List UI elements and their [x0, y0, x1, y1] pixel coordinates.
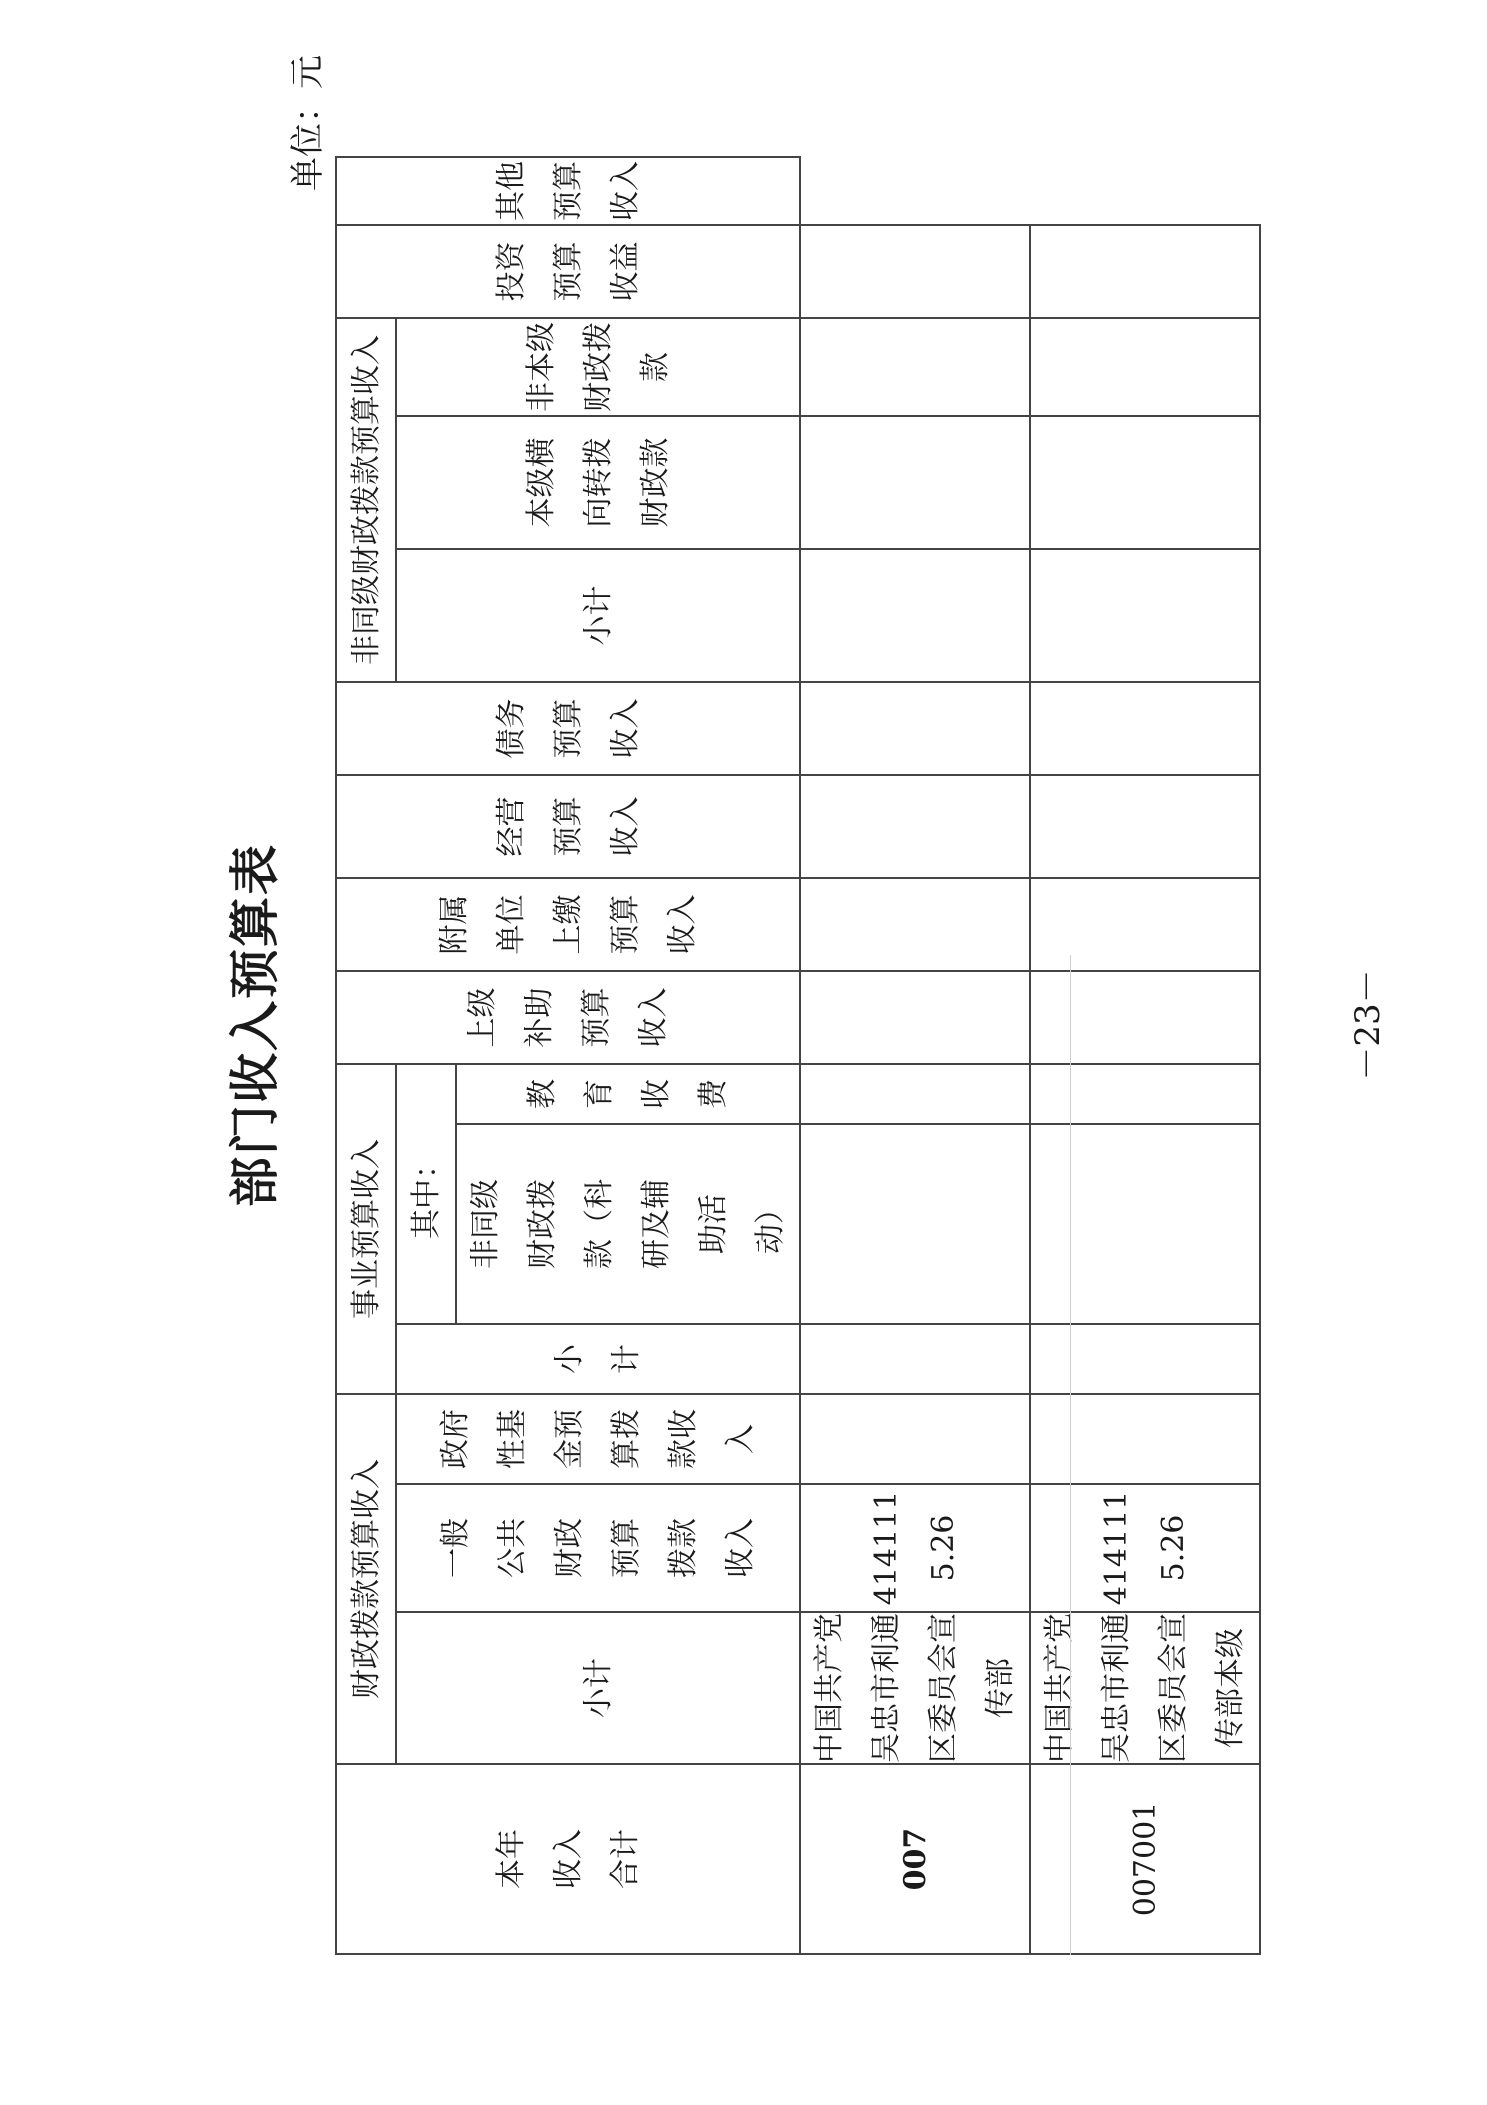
header-business-subtotal: 小计 — [396, 1324, 800, 1394]
row-fiscal-subtotal: 4141115.26 — [800, 1484, 1030, 1612]
table-cell — [1030, 1324, 1260, 1394]
table-cell — [1030, 1064, 1260, 1124]
income-budget-table — [335, 156, 1261, 1955]
table-cell — [1030, 549, 1260, 682]
divider-line — [1070, 955, 1071, 1955]
table-cell — [1030, 225, 1260, 318]
table-cell — [800, 549, 1030, 682]
header-affiliated: 附属单位上缴预算收入 — [336, 878, 800, 971]
row-fiscal-subtotal: 4141115.26 — [1030, 1484, 1260, 1612]
page-number: －23－ — [1348, 969, 1388, 1081]
header-non-same-level: 非同级财政拨款（科研及辅助活动） — [456, 1124, 800, 1324]
row-code: 007 — [800, 1764, 1030, 1954]
row-code: 007001 — [1030, 1764, 1260, 1954]
header-fiscal-group: 财政拨款预算收入 — [336, 1394, 396, 1764]
header-business-group: 事业预算收入 — [336, 1064, 396, 1394]
table-cell — [1030, 682, 1260, 775]
row-name: 中国共产党吴忠市利通区委员会宣传部 — [800, 1612, 1030, 1764]
header-debt: 债务预算收入 — [336, 682, 800, 775]
header-fiscal-subtotal: 小计 — [396, 1612, 800, 1764]
header-government-fund: 政府性基金预算拨款收入 — [396, 1394, 800, 1484]
header-nonfiscal-group: 非同级财政拨款预算收入 — [336, 318, 396, 682]
header-other: 其他预算收入 — [336, 157, 800, 225]
table-cell — [1030, 878, 1260, 971]
header-general-public: 一般公共财政预算拨款收入 — [396, 1484, 800, 1612]
header-superior-subsidy: 上级补助预算收入 — [336, 971, 800, 1064]
header-nonfiscal-subtotal: 小计 — [396, 549, 800, 682]
table-row — [800, 157, 1030, 1954]
header-non-local: 非本级财政拨款 — [396, 318, 800, 416]
header-operating: 经营预算收入 — [336, 775, 800, 878]
table-cell — [1030, 416, 1260, 549]
table-cell — [800, 682, 1030, 775]
table-cell — [1030, 775, 1260, 878]
header-investment: 投资预算收益 — [336, 225, 800, 318]
table-cell — [800, 1324, 1030, 1394]
table-cell — [1030, 1124, 1260, 1324]
table-cell — [800, 971, 1030, 1064]
header-among: 其中： — [396, 1064, 456, 1324]
table-cell — [1030, 971, 1260, 1064]
row-name: 中国共产党吴忠市利通区委员会宣传部本级 — [1030, 1612, 1260, 1764]
header-total: 本年收入合计 — [336, 1764, 800, 1954]
table-cell — [1030, 318, 1260, 416]
table-cell — [800, 878, 1030, 971]
table-cell — [800, 1124, 1030, 1324]
table-cell — [800, 318, 1030, 416]
table-cell — [800, 225, 1030, 318]
unit-label: 单位：元 — [288, 55, 328, 191]
table-row — [1030, 157, 1260, 1954]
table-cell — [800, 1394, 1030, 1484]
table-cell — [1030, 1394, 1260, 1484]
table-cell — [800, 416, 1030, 549]
page-title: 部门收入预算表 — [226, 843, 284, 1207]
table-cell — [800, 1064, 1030, 1124]
header-education-fee: 教育收费 — [456, 1064, 800, 1124]
table-cell — [800, 775, 1030, 878]
header-local-transfer: 本级横向转拨财政款 — [396, 416, 800, 549]
